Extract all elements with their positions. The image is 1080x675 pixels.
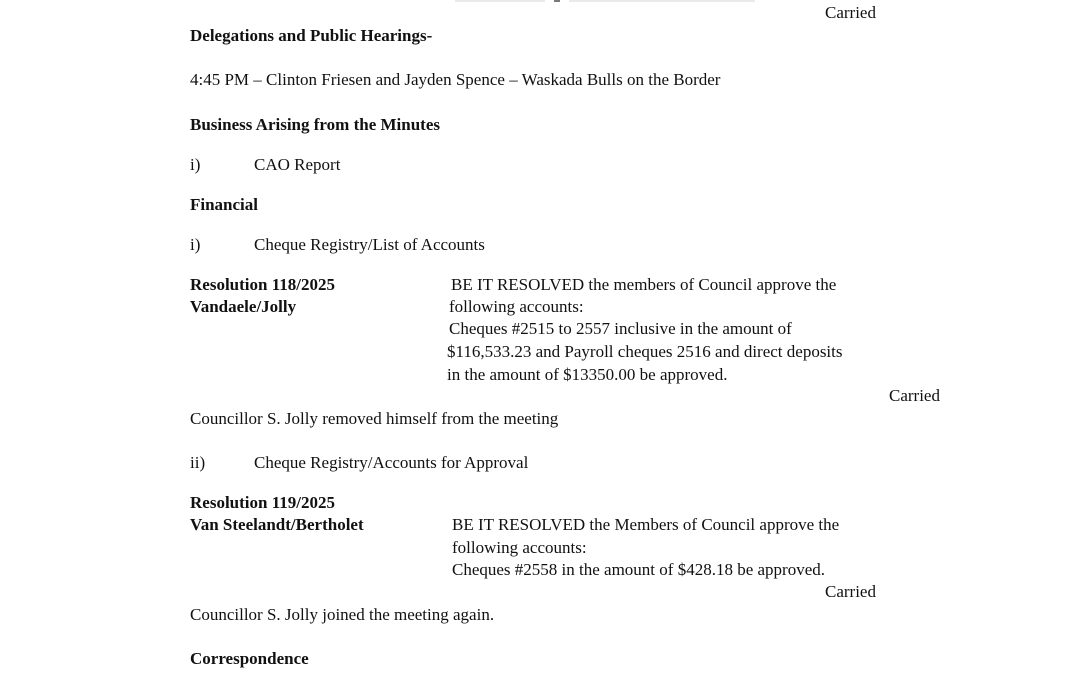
resolution-text-line: BE IT RESOLVED the members of Council approve the bbox=[451, 275, 837, 294]
item-cheque-registry-list: Cheque Registry/List of Accounts bbox=[254, 235, 485, 254]
resolution-text-line: following accounts: bbox=[449, 297, 584, 316]
resolution-number: Resolution 118/2025 bbox=[190, 275, 335, 294]
resolution-status: Carried bbox=[825, 582, 876, 601]
resolution-text-line: in the amount of $13350.00 be approved. bbox=[447, 365, 728, 384]
item-number: i) bbox=[190, 235, 201, 254]
resolution-text-line: Cheques #2558 in the amount of $428.18 be approved. bbox=[452, 560, 825, 579]
resolution-text-line: following accounts: bbox=[452, 538, 587, 557]
resolution-text-line: $116,533.23 and Payroll cheques 2516 and direct deposits bbox=[447, 342, 843, 361]
item-number: i) bbox=[190, 155, 201, 174]
resolution-number: Resolution 119/2025 bbox=[190, 493, 335, 512]
section-heading-business-arising: Business Arising from the Minutes bbox=[190, 115, 440, 134]
resolution-text-line: Cheques #2515 to 2557 inclusive in the amount of bbox=[449, 319, 792, 338]
note-jolly-rejoined: Councillor S. Jolly joined the meeting again. bbox=[190, 605, 495, 624]
resolution-movers: Van Steelandt/Bertholet bbox=[190, 515, 364, 534]
resolution-status: Carried bbox=[889, 386, 940, 405]
carried-label: Carried bbox=[825, 3, 876, 22]
item-number: ii) bbox=[190, 453, 206, 472]
resolution-text-line: BE IT RESOLVED the Members of Council approve the bbox=[452, 515, 840, 534]
section-heading-correspondence: Correspondence bbox=[190, 649, 309, 668]
item-cao-report: CAO Report bbox=[254, 155, 341, 174]
delegation-item: 4:45 PM – Clinton Friesen and Jayden Spence – Waskada Bulls on the Border bbox=[190, 70, 721, 89]
section-heading-delegations: Delegations and Public Hearings- bbox=[190, 26, 433, 45]
note-jolly-removed: Councillor S. Jolly removed himself from the meeting bbox=[190, 409, 559, 428]
resolution-movers: Vandaele/Jolly bbox=[190, 297, 297, 316]
section-heading-financial: Financial bbox=[190, 195, 259, 214]
item-cheque-registry-approval: Cheque Registry/Accounts for Approval bbox=[254, 453, 529, 472]
clipped-previous-line bbox=[455, 0, 755, 2]
